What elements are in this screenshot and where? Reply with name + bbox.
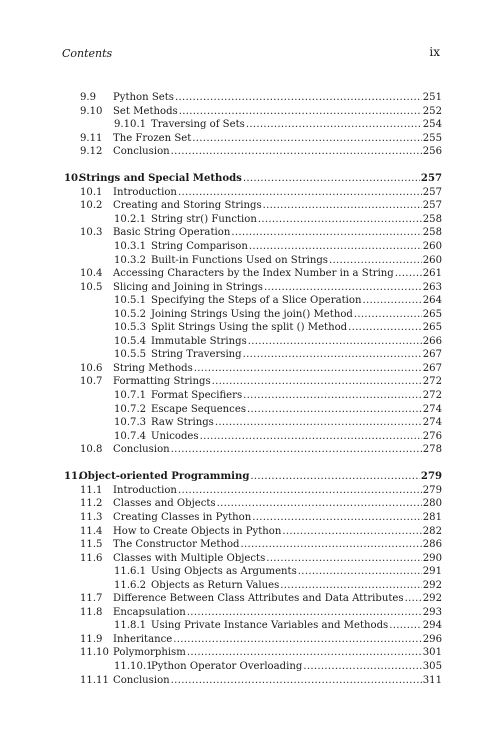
dot-leader [395, 267, 422, 281]
dot-leader [258, 213, 422, 227]
toc-entry-number: 9.9 [80, 92, 97, 103]
toc-entry[interactable] [64, 199, 442, 213]
toc-entry[interactable] [64, 186, 442, 200]
toc-entry-title: String str() Function [151, 213, 257, 225]
toc-entry-number: 10.7.2 [114, 403, 147, 415]
toc-entry[interactable] [64, 389, 442, 403]
toc-entry-page-number: 261 [422, 268, 442, 280]
toc-entry-page-number: 276 [422, 430, 442, 442]
toc-entry[interactable] [64, 240, 442, 254]
toc-entry[interactable] [64, 619, 442, 633]
toc-entry-number: 10.5 [80, 281, 103, 293]
dot-leader [187, 646, 422, 660]
toc-entry[interactable] [64, 525, 442, 539]
toc-entry-title: Using Objects as Arguments [151, 566, 297, 578]
toc-entry[interactable] [64, 565, 442, 579]
dot-leader [187, 606, 422, 620]
toc-entry-title: Introduction [113, 484, 177, 496]
toc-entry-page-number: 264 [422, 295, 442, 307]
toc-entry[interactable] [64, 674, 442, 688]
toc-entry-title: Inheritance [113, 633, 173, 645]
toc-entry-page-number: 252 [422, 105, 442, 117]
running-header-page-number: ix [429, 45, 440, 59]
toc-entry[interactable] [64, 606, 442, 620]
toc-entry-title: Encapsulation [113, 606, 186, 618]
toc-entry[interactable] [64, 430, 442, 444]
toc-entry-title: Classes and Objects [113, 498, 216, 510]
dot-leader [194, 362, 422, 376]
dot-leader [171, 145, 422, 159]
toc-entry-page-number: 296 [422, 633, 442, 645]
toc-entry-page-number: 257 [422, 186, 442, 198]
toc-entry-number: 11.6.2 [114, 579, 147, 591]
dot-leader [248, 335, 422, 349]
toc-entry-title: Python Sets [113, 92, 174, 103]
toc-entry-title: Raw Strings [151, 417, 214, 429]
toc-entry-page-number: 291 [422, 566, 442, 578]
toc-entry-title: Classes with Multiple Objects [113, 552, 266, 564]
toc-entry-number: 10.6 [80, 362, 103, 374]
dot-leader [249, 240, 422, 254]
dot-leader [263, 199, 422, 213]
toc-entry-title: Creating and Storing Strings [113, 200, 262, 212]
dot-leader [215, 416, 422, 430]
toc-entry-title: Object-oriented Programming [79, 471, 250, 483]
toc-entry-page-number: 258 [422, 213, 442, 225]
dot-leader [280, 579, 421, 593]
toc-entry-number: 10.5.1 [114, 295, 147, 307]
toc-entry[interactable] [64, 91, 442, 105]
toc-entry-page-number: 258 [422, 227, 442, 239]
toc-entry-page-number: 260 [422, 241, 442, 253]
dot-leader [252, 511, 421, 525]
toc-entry-page-number: 278 [422, 444, 442, 456]
toc-entry[interactable] [64, 213, 442, 227]
toc-entry-title: The Frozen Set [113, 132, 192, 144]
toc-entry-page-number: 265 [422, 308, 442, 320]
toc-entry-number: 10.7.3 [114, 417, 147, 429]
toc-entry-page-number: 257 [420, 173, 442, 185]
toc-entry[interactable] [64, 145, 442, 159]
toc-entry-title: Accessing Characters by the Index Number in a String [113, 268, 394, 280]
toc-entry[interactable] [64, 294, 442, 308]
running-header-title: Contents [62, 47, 113, 60]
section-spacer [64, 457, 442, 471]
toc-entry-number: 10.7.1 [114, 390, 147, 402]
toc-entry-page-number: 267 [422, 362, 442, 374]
toc-entry-page-number: 272 [422, 376, 442, 388]
toc-entry-number: 10.5.5 [114, 349, 147, 361]
dot-leader [247, 403, 422, 417]
dot-leader [303, 660, 421, 674]
toc-entry[interactable] [64, 403, 442, 417]
toc-entry-page-number: 274 [422, 417, 442, 429]
toc-entry-number: 10.7.4 [114, 430, 147, 442]
toc-entry-page-number: 256 [422, 146, 442, 158]
toc-entry-number: 10.8 [80, 444, 103, 456]
toc-entry-page-number: 254 [422, 119, 442, 131]
toc-entry[interactable] [64, 105, 442, 119]
dot-leader [354, 308, 422, 322]
toc-entry-number: 11.10 [80, 647, 109, 659]
toc-entry-title: Split Strings Using the split () Method [151, 322, 348, 334]
toc-entry-number: 11.10.1 [114, 660, 153, 672]
toc-entry[interactable] [64, 132, 442, 146]
toc-entry[interactable] [64, 321, 442, 335]
toc-entry[interactable] [64, 443, 442, 457]
dot-leader [171, 443, 422, 457]
toc-entry-title: String Methods [113, 362, 193, 374]
toc-entry[interactable] [64, 335, 442, 349]
toc-entry-page-number: 290 [422, 552, 442, 564]
dot-leader [264, 281, 422, 295]
toc-entry-title: Unicodes [151, 430, 199, 442]
dot-leader [362, 294, 421, 308]
toc-entry-title: Conclusion [113, 674, 170, 686]
toc-entry[interactable] [64, 416, 442, 430]
dot-leader [178, 186, 422, 200]
toc-entry-number: 10.3.1 [114, 241, 147, 253]
toc-entry-number: 10. [64, 173, 82, 185]
toc-entry[interactable] [64, 633, 442, 647]
toc-entry-number: 11.8.1 [114, 620, 147, 632]
toc-entry-number: 10.5.2 [114, 308, 147, 320]
toc-entry[interactable] [64, 308, 442, 322]
dot-leader [231, 226, 421, 240]
toc-entry-title: Conclusion [113, 146, 170, 158]
toc-entry-number: 11.1 [80, 484, 103, 496]
toc-entry-number: 10.3 [80, 227, 103, 239]
dot-leader [175, 91, 422, 105]
dot-leader [243, 172, 420, 186]
toc-entry-title: Immutable Strings [151, 335, 247, 347]
toc-entry-title: Escape Sequences [151, 403, 246, 415]
toc-entry-title: String Comparison [151, 241, 248, 253]
toc-entry-title: Polymorphism [113, 647, 186, 659]
toc-chapter-entry[interactable] [64, 172, 442, 186]
dot-leader [212, 375, 422, 389]
toc-entry-number: 11.5 [80, 539, 103, 551]
toc-chapter-entry[interactable] [64, 470, 442, 484]
toc-entry-title: Strings and Special Methods [79, 173, 242, 185]
toc-entry-page-number: 280 [422, 498, 442, 510]
toc-entry-page-number: 292 [422, 579, 442, 591]
dot-leader [178, 484, 422, 498]
toc-entry-number: 11. [64, 471, 82, 483]
toc-entry-number: 11.6 [80, 552, 103, 564]
toc-entry-page-number: 267 [422, 349, 442, 361]
toc-entry-number: 10.5.4 [114, 335, 147, 347]
toc-entry-page-number: 263 [422, 281, 442, 293]
toc-entry-page-number: 255 [422, 132, 442, 144]
table-of-contents [64, 91, 442, 687]
toc-entry-number: 11.3 [80, 511, 103, 523]
toc-entry-page-number: 294 [422, 620, 442, 632]
dot-leader [179, 105, 422, 119]
toc-entry-page-number: 251 [422, 92, 442, 103]
dot-leader [266, 552, 421, 566]
toc-entry-page-number: 301 [422, 647, 442, 659]
toc-entry-title: String Traversing [151, 349, 242, 361]
toc-entry[interactable] [64, 592, 442, 606]
toc-entry-page-number: 292 [422, 593, 442, 605]
toc-entry[interactable] [64, 281, 442, 295]
section-spacer [64, 159, 442, 173]
toc-entry-title: Format Specifiers [151, 390, 243, 402]
toc-entry-number: 9.11 [80, 132, 103, 144]
toc-entry-number: 11.11 [80, 674, 109, 686]
toc-entry-page-number: 266 [422, 335, 442, 347]
toc-entry[interactable] [64, 511, 442, 525]
toc-entry-number: 11.2 [80, 498, 103, 510]
toc-entry[interactable] [64, 484, 442, 498]
dot-leader [192, 132, 421, 146]
toc-entry-number: 10.7 [80, 376, 103, 388]
toc-entry-page-number: 274 [422, 403, 442, 415]
toc-entry-number: 11.6.1 [114, 566, 147, 578]
toc-entry[interactable] [64, 579, 442, 593]
toc-entry-page-number: 286 [422, 539, 442, 551]
toc-entry-number: 10.2 [80, 200, 103, 212]
toc-entry-number: 10.4 [80, 268, 103, 280]
toc-entry-title: Formatting Strings [113, 376, 211, 388]
toc-entry[interactable] [64, 254, 442, 268]
toc-entry-title: Basic String Operation [113, 227, 231, 239]
toc-entry[interactable] [64, 362, 442, 376]
dot-leader [329, 254, 422, 268]
dot-leader [250, 470, 420, 484]
toc-entry-page-number: 279 [420, 471, 442, 483]
toc-entry-number: 11.7 [80, 593, 103, 605]
toc-entry[interactable] [64, 538, 442, 552]
toc-entry-number: 10.5.3 [114, 322, 147, 334]
dot-leader [389, 619, 421, 633]
toc-entry[interactable] [64, 348, 442, 362]
toc-entry-page-number: 281 [422, 511, 442, 523]
toc-entry-title: Using Private Instance Variables and Methods [151, 620, 389, 632]
toc-entry-title: The Constructor Method [113, 539, 240, 551]
toc-entry-page-number: 282 [422, 525, 442, 537]
dot-leader [348, 321, 422, 335]
toc-entry-number: 9.10.1 [114, 119, 147, 131]
toc-entry-title: Slicing and Joining in Strings [113, 281, 263, 293]
toc-entry-page-number: 311 [422, 674, 442, 686]
toc-entry-number: 9.10 [80, 105, 103, 117]
toc-entry-title: Creating Classes in Python [113, 511, 252, 523]
dot-leader [243, 348, 422, 362]
toc-entry[interactable] [64, 267, 442, 281]
toc-entry-title: Built-in Functions Used on Strings [151, 254, 328, 266]
toc-entry-title: Python Operator Overloading [151, 660, 303, 672]
toc-entry[interactable] [64, 646, 442, 660]
dot-leader [241, 538, 422, 552]
toc-entry-title: How to Create Objects in Python [113, 525, 282, 537]
dot-leader [171, 674, 422, 688]
dot-leader [246, 118, 422, 132]
toc-entry-number: 11.4 [80, 525, 103, 537]
toc-entry-title: Introduction [113, 186, 177, 198]
toc-entry-page-number: 293 [422, 606, 442, 618]
dot-leader [298, 565, 422, 579]
toc-entry-title: Set Methods [113, 105, 178, 117]
toc-entry[interactable] [64, 226, 442, 240]
toc-entry-page-number: 272 [422, 390, 442, 402]
toc-entry-title: Specifying the Steps of a Slice Operation [151, 295, 362, 307]
toc-entry-page-number: 257 [422, 200, 442, 212]
toc-entry-number: 10.2.1 [114, 213, 147, 225]
toc-entry-number: 10.3.2 [114, 254, 147, 266]
toc-entry-page-number: 305 [422, 660, 442, 672]
toc-entry-page-number: 279 [422, 484, 442, 496]
dot-leader [217, 497, 422, 511]
toc-entry-title: Traversing of Sets [151, 119, 245, 131]
toc-entry-title: Joining Strings Using the join() Method [151, 308, 353, 320]
toc-entry-title: Difference Between Class Attributes and Data Attributes [113, 593, 404, 605]
toc-entry[interactable] [64, 375, 442, 389]
dot-leader [405, 592, 422, 606]
dot-leader [243, 389, 422, 403]
toc-entry-page-number: 265 [422, 322, 442, 334]
toc-entry-number: 10.1 [80, 186, 103, 198]
toc-entry-number: 11.9 [80, 633, 103, 645]
toc-entry[interactable] [64, 497, 442, 511]
toc-entry[interactable] [64, 118, 442, 132]
dot-leader [200, 430, 422, 444]
toc-entry-number: 9.12 [80, 146, 103, 158]
toc-entry-number: 11.8 [80, 606, 103, 618]
toc-entry[interactable] [64, 552, 442, 566]
dot-leader [173, 633, 422, 647]
toc-entry-page-number: 260 [422, 254, 442, 266]
toc-entry-title: Conclusion [113, 444, 170, 456]
dot-leader [282, 525, 421, 539]
toc-entry[interactable] [64, 660, 442, 674]
toc-entry-title: Objects as Return Values [151, 579, 280, 591]
